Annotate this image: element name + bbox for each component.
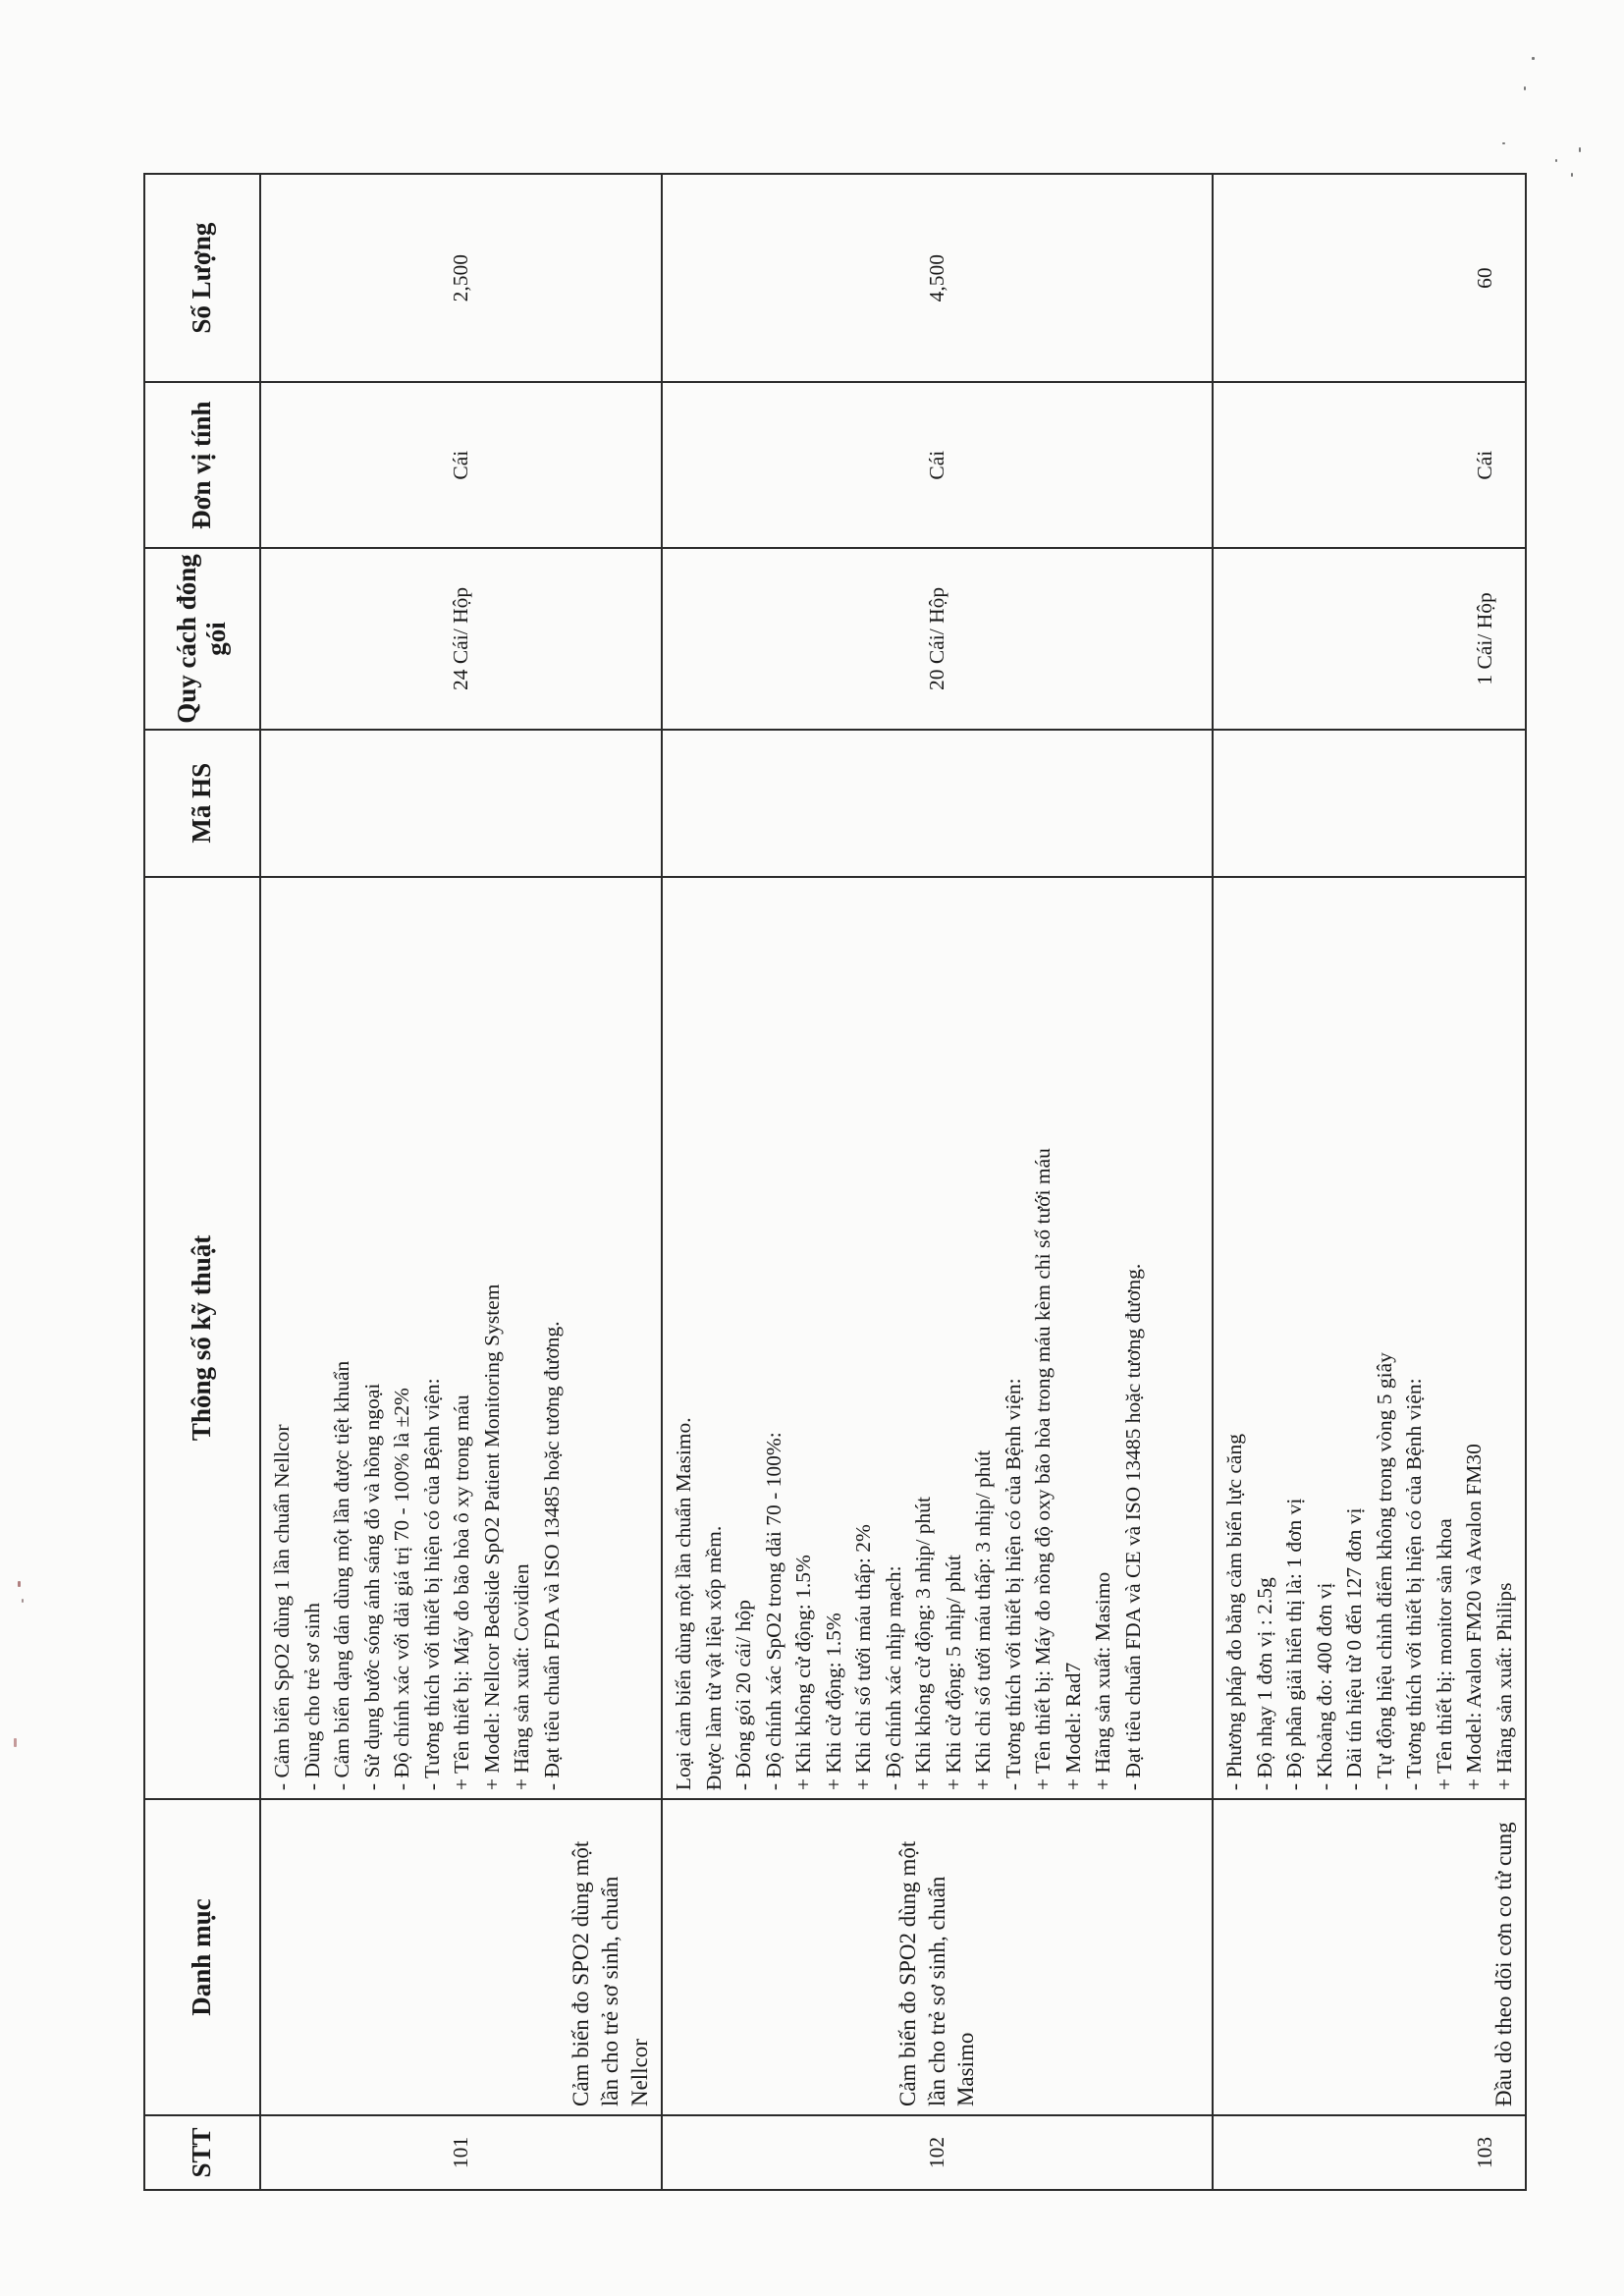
table-row <box>1213 174 1526 2190</box>
cell-danh-muc <box>260 1799 662 2115</box>
header-so-luong: Số Lượng <box>144 174 260 382</box>
spec-line: + Hãng sản xuất: Covidien <box>510 1563 534 1791</box>
spec-line: + Hãng sản xuất: Philips <box>1491 1582 1516 1791</box>
cell-danh-muc <box>1213 1799 1526 2115</box>
spec-line: - Sử dụng bước sóng ánh sáng đỏ và hồng ngoại <box>359 1383 384 1791</box>
spec-line: - Độ phân giải hiển thị là: 1 đơn vị <box>1282 1498 1307 1791</box>
cell-quy-cach: 20 Cái/ Hộp <box>662 548 1213 730</box>
cell-stt: 101 <box>260 2115 662 2190</box>
header-stt: STT <box>144 2115 260 2190</box>
cell-quy-cach: 24 Cái/ Hộp <box>260 548 662 730</box>
spec-line: + Khi chỉ số tưới máu thấp: 3 nhịp/ phút <box>971 1449 996 1791</box>
spec-line: - Đạt tiêu chuẩn FDA và ISO 13485 hoặc tương đương. <box>539 1321 564 1791</box>
cell-quy-cach: 1 Cái/ Hộp <box>1213 548 1526 730</box>
header-ma-hs: Mã HS <box>144 730 260 877</box>
cell-don-vi: Cái <box>662 382 1213 548</box>
cell-stt: 103 <box>1213 2115 1526 2190</box>
spec-line: + Tên thiết bị: Máy đo nồng độ oxy bão hòa trong máu kèm chỉ số tưới máu <box>1031 1148 1056 1791</box>
spec-line: - Đạt tiêu chuẩn FDA và CE và ISO 13485 hoặc tương đương. <box>1120 1263 1145 1791</box>
table-row <box>662 174 1213 2190</box>
spec-line: - Độ chính xác với dải giá trị 70 - 100% là ±2% <box>390 1388 414 1791</box>
cell-so-luong: 4,500 <box>662 174 1213 382</box>
header-don-vi: Đơn vị tính <box>144 382 260 548</box>
cell-ma-hs <box>260 730 662 877</box>
spec-line: + Model: Rad7 <box>1060 1662 1085 1791</box>
header-danh-muc: Danh mục <box>144 1799 260 2115</box>
spec-line: + Khi cử động: 5 nhịp/ phút <box>941 1555 965 1791</box>
spec-line: + Khi không cử động: 1.5% <box>791 1555 816 1791</box>
cell-thong-so <box>1213 877 1526 1799</box>
cell-so-luong: 60 <box>1213 174 1526 382</box>
spec-line: + Khi không cử động: 3 nhịp/ phút <box>911 1497 936 1791</box>
table-row <box>260 174 662 2190</box>
spec-line: + Hãng sản xuất: Masimo <box>1091 1571 1115 1791</box>
spec-line: + Khi chỉ số tưới máu thấp: 2% <box>851 1524 876 1791</box>
spec-line: - Cảm biến SpO2 dùng 1 lần chuẩn Nellcor <box>270 1424 294 1791</box>
spec-line: Loại cảm biến dùng một lần chuẩn Masimo. <box>672 1417 695 1791</box>
spec-line: - Tương thích với thiết bị hiện có của Bệnh viện: <box>1001 1378 1025 1791</box>
header-row <box>144 174 260 2190</box>
spec-line: Được làm từ vật liệu xốp mềm. <box>701 1525 726 1791</box>
header-quy-cach: Quy cách đóng gói <box>144 548 260 730</box>
cell-thong-so <box>662 877 1213 1799</box>
spec-line: + Model: Avalon FM20 và Avalon FM30 <box>1462 1444 1487 1791</box>
cell-thong-so <box>260 877 662 1799</box>
cell-stt: 102 <box>662 2115 1213 2190</box>
item-name: Cảm biến đo SPO2 dùng một lần cho trẻ sơ sinh, chuẩn Masimo <box>894 1840 979 2107</box>
spec-line: - Độ chính xác nhịp mạch: <box>881 1565 905 1791</box>
spec-line: - Tự động hiệu chỉnh điểm không trong vòng 5 giây <box>1372 1352 1396 1791</box>
item-name: Đầu dò theo dõi cơn co tử cung <box>1491 1822 1517 2107</box>
cell-don-vi: Cái <box>260 382 662 548</box>
item-name: Cảm biến đo SPO2 dùng một lần cho trẻ sơ sinh, chuẩn Nellcor <box>568 1840 653 2107</box>
spec-line: - Phương pháp đo bằng cảm biến lực căng <box>1222 1434 1246 1791</box>
cell-danh-muc <box>662 1799 1213 2115</box>
spec-line: - Dải tín hiệu từ 0 đến 127 đơn vị <box>1342 1507 1367 1791</box>
spec-line: - Độ nhạy 1 đơn vị : 2.5g <box>1252 1577 1276 1791</box>
spec-line: + Khi cử động: 1.5% <box>821 1613 845 1791</box>
cell-ma-hs <box>1213 730 1526 877</box>
spec-line: - Tương thích với thiết bị hiện có của Bệnh viện: <box>419 1378 444 1791</box>
spec-line: + Tên thiết bị: monitor sản khoa <box>1432 1518 1456 1791</box>
spec-line: - Cảm biến dạng dán dùng một lần được tiệt khuẩn <box>330 1360 354 1791</box>
cell-ma-hs <box>662 730 1213 877</box>
spec-line: - Độ chính xác SpO2 trong dải 70 - 100%: <box>761 1432 785 1791</box>
specification-table <box>143 173 1527 2191</box>
cell-so-luong: 2,500 <box>260 174 662 382</box>
spec-line: - Đóng gói 20 cái/ hộp <box>731 1600 756 1791</box>
spec-line: - Dùng cho trẻ sơ sinh <box>299 1602 324 1791</box>
rotated-table-frame <box>143 173 1516 2191</box>
spec-line: + Tên thiết bị: Máy đo bão hòa ô xy trong máu <box>450 1394 474 1791</box>
header-thong-so: Thông số kỹ thuật <box>144 877 260 1799</box>
spec-line: - Tương thích với thiết bị hiện có của Bệnh viện: <box>1402 1378 1427 1791</box>
spec-line: + Model: Nellcor Bedside SpO2 Patient Monitoring System <box>479 1284 504 1791</box>
cell-don-vi: Cái <box>1213 382 1526 548</box>
spec-line: - Khoảng đo: 400 đơn vị <box>1312 1582 1336 1791</box>
